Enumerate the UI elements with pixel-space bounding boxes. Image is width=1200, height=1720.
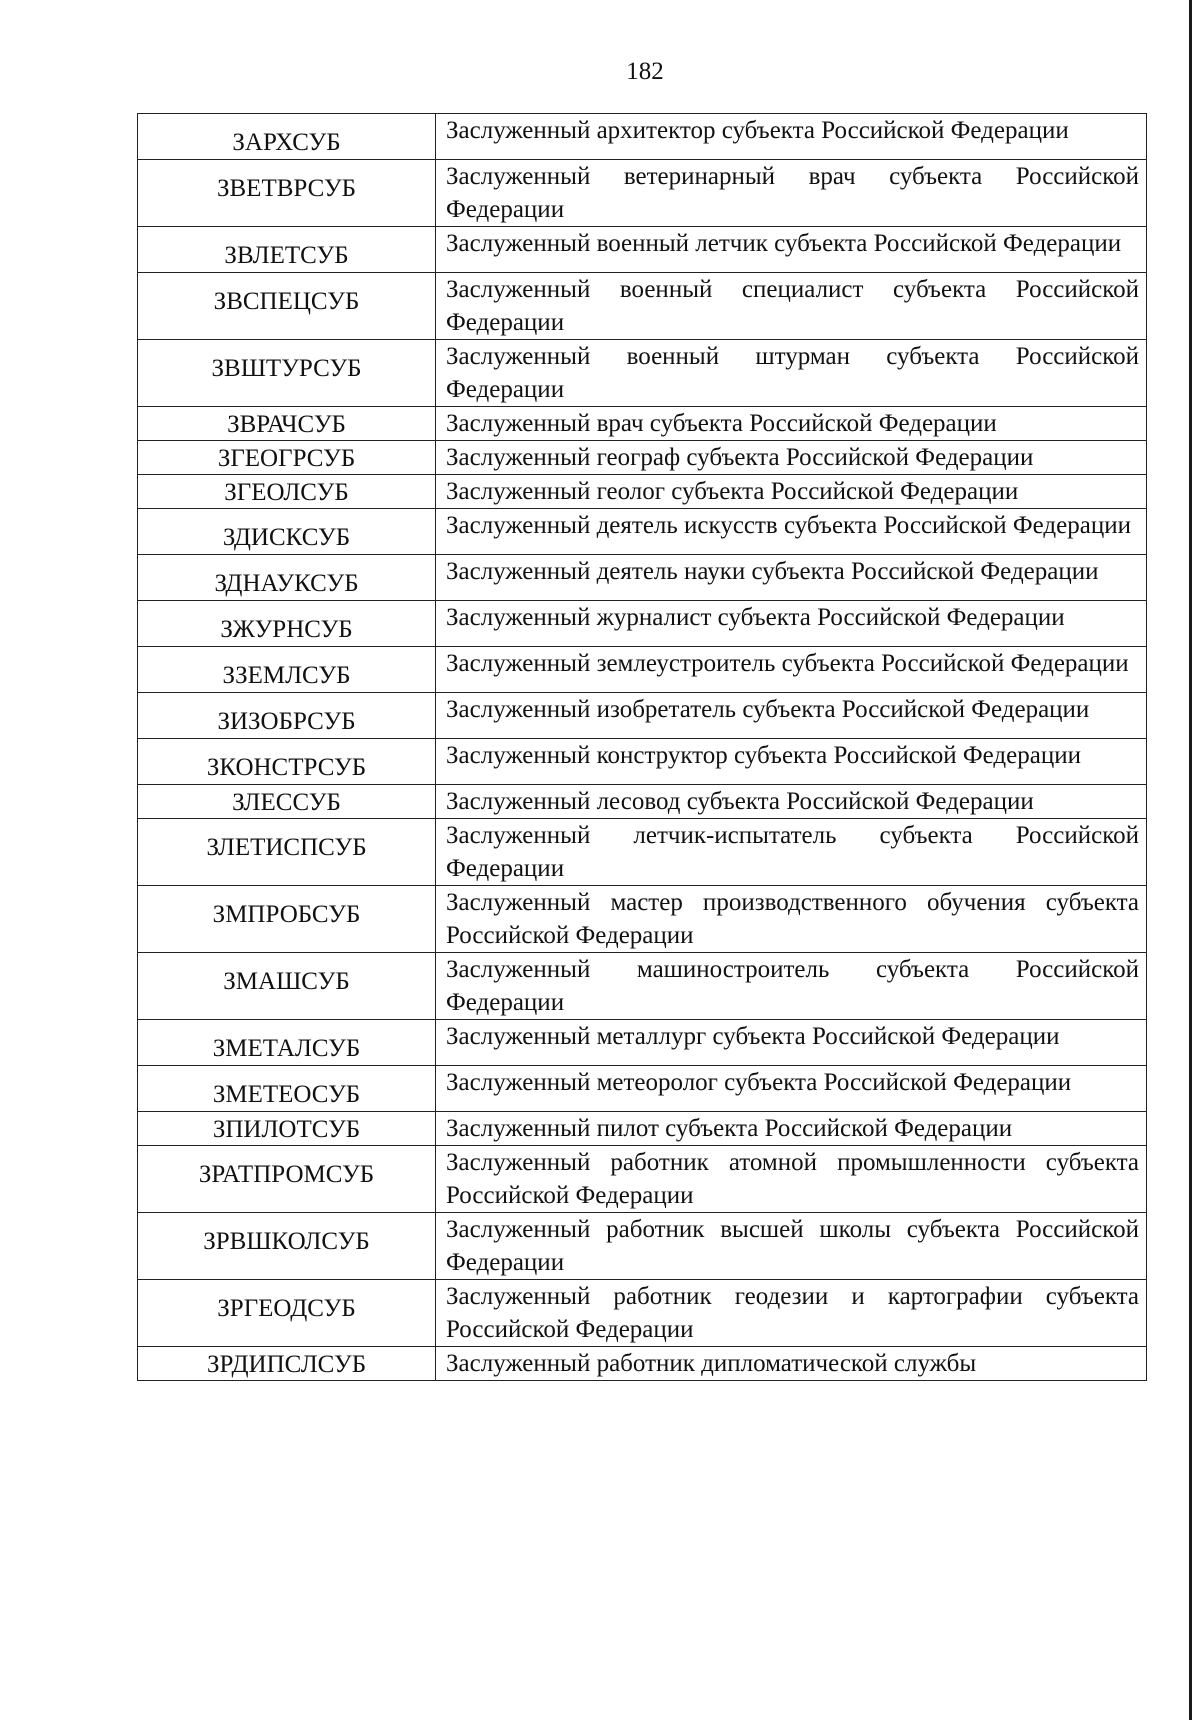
table-row — [138, 227, 1147, 273]
code-cell: ЗРГЕОДСУБ — [138, 1280, 436, 1347]
code-cell: ЗГЕОГРСУБ — [138, 441, 436, 475]
description-cell: Заслуженный журналист субъекта Российской Федерации — [436, 601, 1147, 647]
description-cell: Заслуженный пилот субъекта Российской Федерации — [436, 1112, 1147, 1146]
code-cell: ЗВЛЕТСУБ — [138, 227, 436, 273]
code-cell: ЗПИЛОТСУБ — [138, 1112, 436, 1146]
table-row — [138, 1020, 1147, 1066]
table-row — [138, 819, 1147, 886]
description-cell: Заслуженный работник дипломатической службы — [436, 1347, 1147, 1381]
award-codes-table — [137, 113, 1147, 1381]
description-cell: Заслуженный географ субъекта Российской Федерации — [436, 441, 1147, 475]
description-cell: Заслуженный военный летчик субъекта Российской Федерации — [436, 227, 1147, 273]
description-cell: Заслуженный геолог субъекта Российской Федерации — [436, 475, 1147, 509]
code-cell: ЗРАТПРОМСУБ — [138, 1146, 436, 1213]
code-cell: ЗВШТУРСУБ — [138, 340, 436, 407]
description-cell: Заслуженный металлург субъекта Российской Федерации — [436, 1020, 1147, 1066]
table-row — [138, 114, 1147, 160]
code-cell: ЗВСПЕЦСУБ — [138, 273, 436, 340]
description-cell: Заслуженный изобретатель субъекта Российской Федерации — [436, 693, 1147, 739]
code-cell: ЗГЕОЛСУБ — [138, 475, 436, 509]
table-row — [138, 1146, 1147, 1213]
code-cell: ЗВЕТВРСУБ — [138, 160, 436, 227]
table-row — [138, 785, 1147, 819]
code-cell: ЗВРАЧСУБ — [138, 407, 436, 441]
code-cell: ЗМАШСУБ — [138, 953, 436, 1020]
description-cell: Заслуженный мастер производственного обучения субъекта Российской Федерации — [436, 886, 1147, 953]
table-row — [138, 555, 1147, 601]
code-cell: ЗЖУРНСУБ — [138, 601, 436, 647]
code-cell: ЗМПРОБСУБ — [138, 886, 436, 953]
page-number: 182 — [626, 58, 664, 85]
code-cell: ЗДИСКСУБ — [138, 509, 436, 555]
page-edge-shadow — [1189, 0, 1192, 1720]
code-cell: ЗДНАУКСУБ — [138, 555, 436, 601]
table-row — [138, 647, 1147, 693]
table-row — [138, 601, 1147, 647]
table-row — [138, 1112, 1147, 1146]
table-body — [138, 114, 1147, 1381]
description-cell: Заслуженный ветеринарный врач субъекта Российской Федерации — [436, 160, 1147, 227]
code-cell: ЗМЕТАЛСУБ — [138, 1020, 436, 1066]
description-cell: Заслуженный работник атомной промышленности субъекта Российской Федерации — [436, 1146, 1147, 1213]
table-row — [138, 1280, 1147, 1347]
table-row — [138, 340, 1147, 407]
code-cell: ЗМЕТЕОСУБ — [138, 1066, 436, 1112]
description-cell: Заслуженный лесовод субъекта Российской Федерации — [436, 785, 1147, 819]
table-row — [138, 475, 1147, 509]
table-row — [138, 693, 1147, 739]
code-cell: ЗРДИПСЛСУБ — [138, 1347, 436, 1381]
description-cell: Заслуженный работник высшей школы субъекта Российской Федерации — [436, 1213, 1147, 1280]
description-cell: Заслуженный машиностроитель субъекта Российской Федерации — [436, 953, 1147, 1020]
table-row — [138, 441, 1147, 475]
code-cell: ЗКОНСТРСУБ — [138, 739, 436, 785]
code-cell: ЗЗЕМЛСУБ — [138, 647, 436, 693]
table-row — [138, 953, 1147, 1020]
table-row — [138, 1347, 1147, 1381]
code-cell: ЗИЗОБРСУБ — [138, 693, 436, 739]
description-cell: Заслуженный военный штурман субъекта Российской Федерации — [436, 340, 1147, 407]
description-cell: Заслуженный метеоролог субъекта Российской Федерации — [436, 1066, 1147, 1112]
table-row — [138, 1213, 1147, 1280]
table-row — [138, 509, 1147, 555]
code-cell: ЗРВШКОЛСУБ — [138, 1213, 436, 1280]
description-cell: Заслуженный землеустроитель субъекта Российской Федерации — [436, 647, 1147, 693]
table-row — [138, 886, 1147, 953]
code-cell: ЗАРХСУБ — [138, 114, 436, 160]
description-cell: Заслуженный летчик-испытатель субъекта Российской Федерации — [436, 819, 1147, 886]
table-row — [138, 1066, 1147, 1112]
description-cell: Заслуженный военный специалист субъекта Российской Федерации — [436, 273, 1147, 340]
table-row — [138, 407, 1147, 441]
description-cell: Заслуженный архитектор субъекта Российской Федерации — [436, 114, 1147, 160]
description-cell: Заслуженный деятель искусств субъекта Российской Федерации — [436, 509, 1147, 555]
description-cell: Заслуженный врач субъекта Российской Федерации — [436, 407, 1147, 441]
table-row — [138, 160, 1147, 227]
code-cell: ЗЛЕТИСПСУБ — [138, 819, 436, 886]
code-cell: ЗЛЕССУБ — [138, 785, 436, 819]
description-cell: Заслуженный конструктор субъекта Российской Федерации — [436, 739, 1147, 785]
table-row — [138, 273, 1147, 340]
description-cell: Заслуженный работник геодезии и картографии субъекта Российской Федерации — [436, 1280, 1147, 1347]
description-cell: Заслуженный деятель науки субъекта Российской Федерации — [436, 555, 1147, 601]
table-row — [138, 739, 1147, 785]
